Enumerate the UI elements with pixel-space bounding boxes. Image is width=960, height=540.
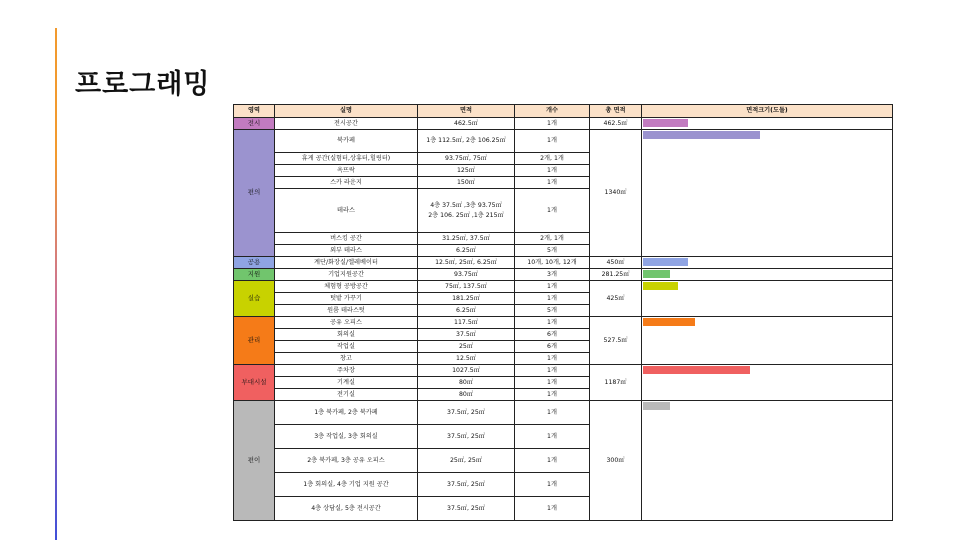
- area-bar-cell: [642, 281, 893, 317]
- count-cell: 1개: [515, 189, 590, 233]
- count-cell: 5개: [515, 305, 590, 317]
- room-name-cell: 원룸 테라스텃: [275, 305, 418, 317]
- count-cell: 1개: [515, 425, 590, 449]
- area-bar-cell: [642, 118, 893, 130]
- area-bar-cell: [642, 365, 893, 401]
- total-area-cell: 281.25㎡: [590, 269, 642, 281]
- room-name-cell: 전시공간: [275, 118, 418, 130]
- room-name-cell: 회의실: [275, 329, 418, 341]
- count-cell: 1개: [515, 401, 590, 425]
- header-total-area: 총 면적: [590, 105, 642, 118]
- table-row: [234, 365, 893, 377]
- area-cell: 80㎡: [418, 389, 515, 401]
- room-name-cell: 계단/화장실/엘레베이터: [275, 257, 418, 269]
- area-bar: [643, 258, 688, 266]
- area-cell: 37.5㎡, 25㎡: [418, 401, 515, 425]
- area-cell: 31.25㎡, 37.5㎡: [418, 233, 515, 245]
- header-row: [234, 105, 893, 118]
- count-cell: 1개: [515, 389, 590, 401]
- area-cell: 93.75㎡, 75㎡: [418, 153, 515, 165]
- area-bar: [643, 366, 750, 374]
- area-cell: 75㎡, 137.5㎡: [418, 281, 515, 293]
- count-cell: 2개, 1개: [515, 233, 590, 245]
- area-bar: [643, 402, 670, 410]
- total-area-cell: 1340㎡: [590, 130, 642, 257]
- page-title: 프로그래밍: [75, 69, 211, 100]
- area-cell: [418, 189, 515, 233]
- header-room-name: 실명: [275, 105, 418, 118]
- total-area-cell: 425㎡: [590, 281, 642, 317]
- count-cell: 6개: [515, 341, 590, 353]
- area-cell: 150㎡: [418, 177, 515, 189]
- area-bar-cell: [642, 317, 893, 365]
- area-cell: 37.5㎡: [418, 329, 515, 341]
- header-count: 개수: [515, 105, 590, 118]
- area-cell: 37.5㎡, 25㎡: [418, 473, 515, 497]
- count-cell: 1개: [515, 281, 590, 293]
- total-area-cell: 300㎡: [590, 401, 642, 521]
- table-row: [234, 269, 893, 281]
- room-name-cell: 2층 북카페, 3층 공유 오피스: [275, 449, 418, 473]
- total-area-cell: 462.5㎡: [590, 118, 642, 130]
- table-row: [234, 118, 893, 130]
- area-cell: 1027.5㎡: [418, 365, 515, 377]
- room-name-cell: 창고: [275, 353, 418, 365]
- room-name-cell: 버스킹 공간: [275, 233, 418, 245]
- area-cell: 125㎡: [418, 165, 515, 177]
- room-name-cell: 체험형 공방공간: [275, 281, 418, 293]
- room-name-cell: 작업실: [275, 341, 418, 353]
- accent-line: [55, 28, 57, 540]
- table-row: [234, 130, 893, 153]
- zone-cell: 부대시설: [234, 365, 275, 401]
- area-cell: 6.25㎡: [418, 305, 515, 317]
- area-cell: 1층 112.5㎡, 2층 106.25㎡: [418, 130, 515, 153]
- table-row: [234, 257, 893, 269]
- area-bar: [643, 119, 688, 127]
- zone-cell: 지원: [234, 269, 275, 281]
- count-cell: 10개, 10개, 12개: [515, 257, 590, 269]
- zone-cell: 전시: [234, 118, 275, 130]
- room-name-cell: 주차장: [275, 365, 418, 377]
- count-cell: 2개, 1개: [515, 153, 590, 165]
- area-bar: [643, 270, 670, 278]
- area-bar: [643, 318, 695, 326]
- count-cell: 1개: [515, 497, 590, 521]
- total-area-cell: 450㎡: [590, 257, 642, 269]
- header-area-size-chart: 면적크기(도돌): [642, 105, 893, 118]
- room-name-cell: 북카페: [275, 130, 418, 153]
- program-table: [233, 104, 893, 521]
- count-cell: 1개: [515, 353, 590, 365]
- count-cell: 1개: [515, 177, 590, 189]
- area-cell: 462.5㎡: [418, 118, 515, 130]
- area-cell: 181.25㎡: [418, 293, 515, 305]
- area-cell: 37.5㎡, 25㎡: [418, 425, 515, 449]
- count-cell: 1개: [515, 365, 590, 377]
- area-cell: 117.5㎡: [418, 317, 515, 329]
- count-cell: 1개: [515, 317, 590, 329]
- count-cell: 1개: [515, 130, 590, 153]
- table-row: [234, 317, 893, 329]
- area-cell: 6.25㎡: [418, 245, 515, 257]
- room-name-cell: 3층 작업실, 3층 회의실: [275, 425, 418, 449]
- area-cell: 25㎡: [418, 341, 515, 353]
- count-cell: 1개: [515, 449, 590, 473]
- area-bar-cell: [642, 130, 893, 257]
- area-line: 2층 106. 25㎡ ,1층 215㎡: [428, 211, 504, 219]
- count-cell: 1개: [515, 165, 590, 177]
- area-cell: 12.5㎡: [418, 353, 515, 365]
- zone-cell: 관리: [234, 317, 275, 365]
- area-cell: 37.5㎡, 25㎡: [418, 497, 515, 521]
- room-name-cell: 1층 북카페, 2층 북카페: [275, 401, 418, 425]
- total-area-cell: 1187㎡: [590, 365, 642, 401]
- area-bar-cell: [642, 257, 893, 269]
- room-name-cell: 옥뜨락: [275, 165, 418, 177]
- count-cell: 1개: [515, 118, 590, 130]
- area-line: 4층 37.5㎡ ,3층 93.75㎡: [430, 202, 502, 210]
- room-name-cell: 스카 라운지: [275, 177, 418, 189]
- room-name-cell: 공유 오피스: [275, 317, 418, 329]
- count-cell: 1개: [515, 293, 590, 305]
- room-name-cell: 기업지원공간: [275, 269, 418, 281]
- room-name-cell: 외부 테라스: [275, 245, 418, 257]
- count-cell: 1개: [515, 473, 590, 497]
- area-cell: 12.5㎡, 25㎡, 6.25㎡: [418, 257, 515, 269]
- room-name-cell: 휴게 공간(실험터,상휴터,힐링터): [275, 153, 418, 165]
- zone-cell: 편이: [234, 401, 275, 521]
- count-cell: 5개: [515, 245, 590, 257]
- header-zone: 영역: [234, 105, 275, 118]
- room-name-cell: 4층 상담실, 5층 전시공간: [275, 497, 418, 521]
- count-cell: 6개: [515, 329, 590, 341]
- area-cell: 80㎡: [418, 377, 515, 389]
- count-cell: 3개: [515, 269, 590, 281]
- area-cell: 93.75㎡: [418, 269, 515, 281]
- total-area-cell: 527.5㎡: [590, 317, 642, 365]
- table-row: [234, 401, 893, 425]
- area-bar: [643, 131, 760, 139]
- area-cell: 25㎡, 25㎡: [418, 449, 515, 473]
- zone-cell: 실습: [234, 281, 275, 317]
- room-name-cell: 테라스: [275, 189, 418, 233]
- area-bar-cell: [642, 401, 893, 521]
- room-name-cell: 전기실: [275, 389, 418, 401]
- room-name-cell: 기계실: [275, 377, 418, 389]
- count-cell: 1개: [515, 377, 590, 389]
- table-row: [234, 281, 893, 293]
- zone-cell: 편의: [234, 130, 275, 257]
- zone-cell: 공용: [234, 257, 275, 269]
- room-name-cell: 텃밭 가꾸기: [275, 293, 418, 305]
- area-bar-cell: [642, 269, 893, 281]
- room-name-cell: 1층 회의실, 4층 기업 지원 공간: [275, 473, 418, 497]
- area-bar: [643, 282, 678, 290]
- header-area: 면적: [418, 105, 515, 118]
